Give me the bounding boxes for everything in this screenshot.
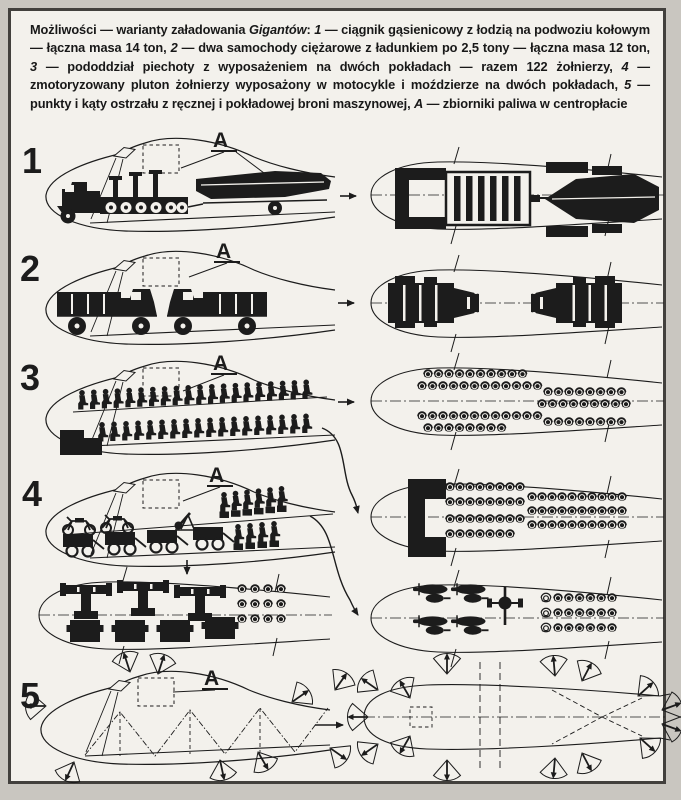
soldier-rows-top (553, 593, 617, 631)
soldier-figure (417, 411, 427, 419)
soldier-figure (445, 514, 455, 522)
caption-segment: Gigantów (248, 22, 307, 37)
soldier-figure (586, 623, 596, 631)
soldier-figure (302, 414, 312, 434)
soldier-figure (465, 529, 475, 537)
soldier-figure (515, 497, 525, 505)
soldier-figure (276, 599, 286, 607)
halftrack-tractor-silhouette (57, 170, 188, 224)
soldier-figure (475, 529, 485, 537)
firing-arc (145, 650, 177, 678)
soldier-figure (522, 381, 532, 389)
soldier-figure (455, 529, 465, 537)
soldier-figure (564, 387, 574, 395)
soldier-figure (417, 381, 427, 389)
soldier-figure (445, 529, 455, 537)
soldier-figure (459, 411, 469, 419)
soldier-figure (491, 381, 501, 389)
soldier-figure (567, 492, 577, 500)
soldier-figure (585, 417, 595, 425)
soldier-figure (564, 623, 574, 631)
soldier-figure (173, 386, 183, 406)
soldier-figure (220, 383, 230, 403)
soldier-figure (290, 414, 300, 434)
soldier-figure (231, 491, 242, 517)
caption-segment: 1 (314, 22, 322, 37)
soldier-figure (242, 416, 252, 436)
variant-4-top-view-left-deck (39, 567, 332, 664)
variant-3-number: 3 (20, 357, 41, 398)
caption-segment: A (414, 95, 424, 111)
soldier-figure (455, 423, 465, 431)
soldier-figure (587, 492, 597, 500)
soldier-figure (263, 584, 273, 592)
variant-4-top-view-upper-deck (371, 469, 664, 566)
variant-3-top-view (371, 353, 664, 450)
soldier-figure (617, 492, 627, 500)
soldier-figure (476, 423, 486, 431)
soldier-figure (278, 415, 288, 435)
soldier-figure (243, 490, 254, 516)
firing-arc (53, 756, 86, 786)
soldier-figure (495, 514, 505, 522)
soldier-figure (606, 417, 616, 425)
mortar-side (175, 513, 196, 530)
variant-1-top-view (371, 147, 664, 244)
soldier-figure (232, 383, 242, 403)
variant-5-figure (25, 648, 681, 787)
soldier-figure (569, 399, 579, 407)
truck-side-left (57, 289, 157, 335)
soldier-figure (527, 520, 537, 528)
variant-2-side-view (46, 251, 335, 344)
soldier-figure (590, 399, 600, 407)
soldier-figure (455, 514, 465, 522)
soldier-figure (607, 608, 617, 616)
soldier-figure (444, 423, 454, 431)
soldier-figure (554, 417, 564, 425)
soldier-figure (114, 388, 124, 408)
soldier-figure (491, 411, 501, 419)
soldier-figure (587, 520, 597, 528)
soldier-figure (579, 399, 589, 407)
label-a-5: A (204, 667, 220, 690)
soldier-figure (607, 623, 617, 631)
soldier-figure (267, 381, 277, 401)
firing-arc (246, 745, 280, 777)
fuel-tank-labels (202, 129, 240, 690)
soldier-figure (125, 388, 135, 408)
soldier-figure (527, 492, 537, 500)
firing-arc (570, 656, 604, 687)
soldier-figure (577, 492, 587, 500)
variant-1-side-view (46, 138, 335, 231)
soldier-figure (146, 420, 156, 440)
soldier-figure (279, 381, 289, 401)
soldier-figure (475, 514, 485, 522)
soldier-figure (497, 423, 507, 431)
soldier-figure (537, 506, 547, 514)
soldier-figure (567, 520, 577, 528)
caption-segment: : (306, 22, 315, 37)
cart-side (193, 527, 234, 550)
soldier-figure (596, 417, 606, 425)
soldier-figure (547, 520, 557, 528)
soldier-figure (237, 614, 247, 622)
variant-4-side-view (46, 473, 335, 566)
soldier-figure (220, 492, 231, 518)
variant-5-top-view (347, 653, 681, 781)
caption-segment: — zbiorniki paliwa w centropłacie (423, 95, 628, 111)
soldier-figure (449, 411, 459, 419)
caption-segment: Możliwości — warianty załadowania (30, 22, 249, 37)
soldier-figure (586, 608, 596, 616)
soldier-figure (585, 387, 595, 395)
variant-2-top-view (371, 255, 664, 352)
caption-segment: 4 (621, 58, 629, 74)
soldier-figure (475, 497, 485, 505)
crate-top (67, 620, 104, 642)
soldier-figure (237, 599, 247, 607)
soldier-figure (263, 599, 273, 607)
cart-top (174, 585, 226, 621)
leader-line-a3 (183, 375, 224, 391)
soldier-figure (486, 369, 496, 377)
firing-arc (353, 667, 386, 701)
soldier-figure (438, 411, 448, 419)
soldier-figure (577, 506, 587, 514)
soldier-figure (537, 492, 547, 500)
soldier-figure (495, 482, 505, 490)
soldier-rows-top (445, 482, 627, 537)
soldier-figure (575, 417, 585, 425)
soldier-figure (547, 506, 557, 514)
soldier-figure (194, 418, 204, 438)
soldier-figure (617, 506, 627, 514)
soldier-figure (597, 506, 607, 514)
soldier-rows-top (417, 369, 631, 431)
firing-arc (388, 729, 422, 761)
firing-arc (540, 654, 569, 677)
soldier-figure (553, 608, 563, 616)
soldier-figure (577, 520, 587, 528)
soldier-figure (533, 381, 543, 389)
soldier-figure (505, 482, 515, 490)
soldier-figure (485, 514, 495, 522)
soldier-figure (495, 497, 505, 505)
soldier-figure (250, 584, 260, 592)
soldier-figure (465, 369, 475, 377)
soldier-figure (476, 369, 486, 377)
soldier-figure (134, 421, 144, 441)
truck-top-left (388, 276, 479, 328)
crate-top (157, 620, 194, 642)
caption-segment: 3 (30, 58, 38, 74)
soldier-figure (554, 387, 564, 395)
soldier-figure (537, 399, 547, 407)
equipment-box (60, 430, 102, 455)
cart-side (147, 530, 188, 553)
soldier-figure (182, 419, 192, 439)
soldier-figure (428, 411, 438, 419)
firing-arc (388, 673, 422, 705)
soldier-figure (501, 381, 511, 389)
variant-numbers (20, 140, 42, 716)
squad-leader-figure (541, 608, 551, 616)
soldier-figure (501, 411, 511, 419)
soldier-figure (465, 514, 475, 522)
soldier-figure (255, 382, 265, 402)
soldier-figure (428, 381, 438, 389)
leader-line-a5 (173, 690, 215, 692)
soldier-figure (564, 593, 574, 601)
soldier-figure (98, 422, 108, 442)
soldier-figure (170, 419, 180, 439)
firing-arc (434, 760, 461, 781)
soldier-figure (553, 593, 563, 601)
mortar-top (487, 587, 523, 625)
variant-1-number: 1 (22, 140, 43, 181)
soldier-figure (527, 506, 537, 514)
soldier-figure (270, 521, 281, 547)
soldier-figure (480, 381, 490, 389)
soldier-figure (485, 529, 495, 537)
crate-top (112, 620, 149, 642)
soldier-figure (557, 492, 567, 500)
soldier-figure (445, 497, 455, 505)
firing-arc (353, 733, 386, 767)
caption-segment: — ciągnik gąsienicowy z łodzią na podwoziu kołowym — łączna masa 14 ton, (30, 22, 650, 56)
soldier-figure (102, 389, 112, 409)
soldier-figure (137, 387, 147, 407)
firing-arc (111, 648, 143, 676)
soldier-figure (266, 415, 276, 435)
motorcycle-top (413, 615, 451, 635)
firing-arc (540, 757, 569, 780)
soldier-figure (291, 380, 301, 400)
label-a-1: A (213, 129, 229, 152)
soldier-figure (90, 389, 100, 409)
soldier-figure (597, 520, 607, 528)
soldier-figure (557, 520, 567, 528)
variant-5-side-view (25, 648, 358, 787)
soldier-figure (470, 381, 480, 389)
soldier-figure (575, 623, 585, 631)
soldier-figure (449, 381, 459, 389)
soldier-figure (423, 369, 433, 377)
leader-line-a2 (189, 263, 227, 277)
soldier-figure (522, 411, 532, 419)
soldier-figure (575, 593, 585, 601)
soldier-figure (515, 482, 525, 490)
soldier-figure (575, 387, 585, 395)
soldier-figure (470, 411, 480, 419)
soldier-figure (206, 418, 216, 438)
variant-3-side-view (46, 361, 335, 455)
soldier-figure (512, 411, 522, 419)
soldier-figure (497, 369, 507, 377)
soldier-figure (543, 417, 553, 425)
soldier-figure (606, 387, 616, 395)
curved-arrow-to-lower-deck-top (310, 516, 358, 615)
soldier-figure (423, 423, 433, 431)
soldier-figure (575, 608, 585, 616)
variant-4-figure (39, 428, 664, 667)
cart-top (117, 580, 169, 616)
caption-segment: — pododdział piechoty z wyposażeniem na dwóch pokładach — razem 122 żołnierzy, (37, 58, 622, 74)
soldier-figure (596, 623, 606, 631)
soldier-figure (533, 411, 543, 419)
soldier-figure (230, 417, 240, 437)
soldier-figure (78, 390, 88, 410)
soldier-figure (276, 584, 286, 592)
squad-leader-figure (541, 593, 551, 601)
soldier-figure (543, 387, 553, 395)
soldier-figure (512, 381, 522, 389)
soldier-figure (564, 608, 574, 616)
firing-arc (434, 653, 461, 674)
soldier-figure (485, 482, 495, 490)
soldier-figure (196, 385, 206, 405)
label-a-2: A (216, 240, 232, 263)
soldier-figure (600, 399, 610, 407)
soldier-figure (122, 421, 132, 441)
soldier-figure (250, 614, 260, 622)
soldier-figure (266, 487, 277, 513)
soldier-figure (158, 420, 168, 440)
label-a-4: A (209, 464, 225, 487)
motorcycle-top (413, 583, 451, 603)
soldier-figure (246, 523, 257, 549)
truss-lines (85, 708, 328, 756)
caption-segment: — zmotoryzowany pluton żołnierzy wyposażony w motocykle i moździerze na dwóch pokładach, (30, 58, 650, 93)
soldier-figure (596, 608, 606, 616)
soldier-figure (567, 506, 577, 514)
soldier-figure (465, 497, 475, 505)
motorcycle-side (63, 517, 95, 535)
soldier-figure (455, 369, 465, 377)
soldier-figure (434, 369, 444, 377)
soldier-figure (617, 520, 627, 528)
boat-stanchions (109, 170, 162, 197)
soldier-figure (486, 423, 496, 431)
tractor-top-silhouette (395, 168, 548, 229)
variant-3-figure (46, 353, 664, 455)
caption-segment: — dwa samochody ciężarowe z ładunkiem po 2,5 tony — łączna masa 12 ton, (177, 40, 650, 56)
soldier-figure (263, 614, 273, 622)
leader-line-a4 (183, 487, 220, 501)
soldier-figure (459, 381, 469, 389)
soldier-figure (276, 614, 286, 622)
soldier-figure (558, 399, 568, 407)
firing-arc (629, 672, 663, 706)
soldier-figure (110, 422, 120, 442)
caption-segment: 2 (170, 40, 178, 56)
soldier-figure (617, 387, 627, 395)
soldier-figure (455, 497, 465, 505)
soldier-figure (475, 482, 485, 490)
soldier-figure (557, 506, 567, 514)
cart-top (60, 583, 112, 619)
firing-arc (322, 737, 355, 771)
soldier-figure (547, 492, 557, 500)
soldier-figure (548, 399, 558, 407)
soldier-figure (485, 497, 495, 505)
soldier-figure (208, 384, 218, 404)
boat-on-trailer-silhouette (188, 171, 331, 215)
variant-4-top-view-lower-deck (371, 570, 664, 667)
soldier-figure (596, 387, 606, 395)
soldier-figure (515, 514, 525, 522)
soldier-figure (553, 623, 563, 631)
soldier-figure (617, 417, 627, 425)
soldier-figure (505, 497, 515, 505)
caption-segment: — punkty i kąty ostrzału z ręcznej i pokładowej broni maszynowej, (30, 77, 650, 111)
soldier-figure (243, 382, 253, 402)
truck-top-right (531, 276, 622, 328)
soldier-figure (587, 506, 597, 514)
motorcycle-top (451, 583, 489, 603)
firing-arc (570, 747, 604, 778)
variant-2-number: 2 (20, 248, 41, 289)
soldier-figure (444, 369, 454, 377)
soldier-figure (611, 399, 621, 407)
soldier-figure (438, 381, 448, 389)
soldier-figure (607, 506, 617, 514)
equipment-bracket (408, 479, 446, 557)
firing-arc (347, 704, 368, 731)
soldier-figure (537, 520, 547, 528)
soldier-figure (234, 524, 245, 550)
variant-1-figure (46, 138, 664, 244)
soldier-figure (277, 486, 288, 512)
caption-segment: 5 (624, 77, 632, 93)
cart-side (105, 532, 146, 555)
soldier-figure (250, 599, 260, 607)
soldier-figure (505, 514, 515, 522)
soldier-figure (218, 417, 228, 437)
soldier-figure (621, 399, 631, 407)
soldier-figure (505, 529, 515, 537)
variant-5-number: 5 (20, 675, 41, 716)
soldier-figure (564, 417, 574, 425)
variant-2-figure (46, 251, 664, 352)
soldier-figure (254, 416, 264, 436)
variant-4-number: 4 (22, 473, 43, 514)
motorcycle-top (451, 615, 489, 635)
soldier-figure (434, 423, 444, 431)
soldier-figure (258, 522, 269, 548)
soldier-figure (480, 411, 490, 419)
truck-side-right (167, 289, 267, 335)
soldier-figure (495, 529, 505, 537)
firing-arc (631, 728, 665, 762)
soldier-figure (586, 593, 596, 601)
crate-top (202, 617, 239, 639)
soldier-figure (465, 423, 475, 431)
soldier-figure (607, 520, 617, 528)
label-a-3: A (213, 352, 229, 375)
firing-arc (324, 665, 358, 698)
squad-leader-figure (541, 623, 551, 631)
soldier-figure (237, 584, 247, 592)
